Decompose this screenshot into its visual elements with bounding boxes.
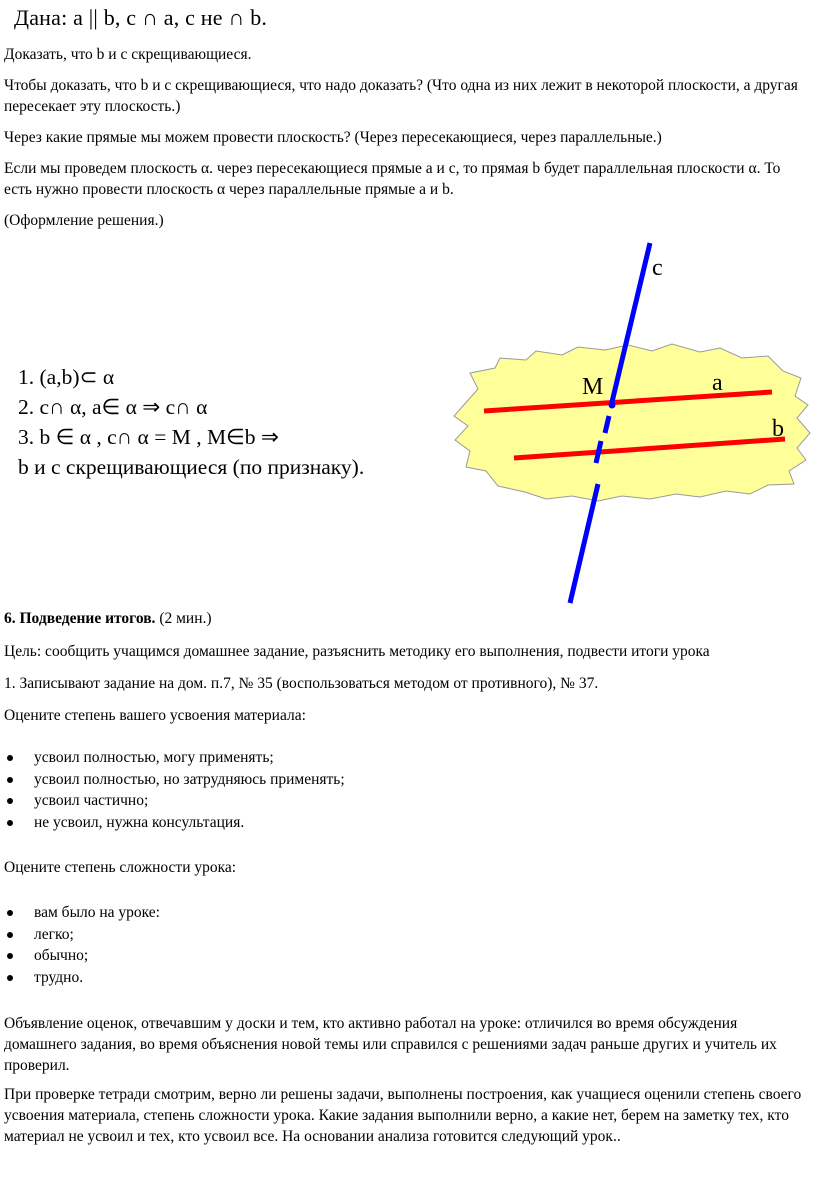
list-item: не усвоил, нужна консультация. <box>4 812 345 834</box>
list-item: вам было на уроке: <box>4 902 160 924</box>
grades-text: Объявление оценок, отвечавшим у доски и тем, кто активно работал на уроке: отличился во время обсуждения домашнего задания, во время объяснения новой темы или справился с решениями задач раньше других и учитель их проверил. <box>4 1015 777 1074</box>
summary-heading <box>4 608 810 629</box>
summary-heading-time: (2 мин.) <box>155 610 212 627</box>
skew-lines-figure <box>440 232 816 612</box>
question-1: Чтобы доказать, что b и с скрещивающиеся, что надо доказать? (Что одна из них лежит в некоторой плоскости, а другая пересекает эту плоскость.) <box>4 77 798 115</box>
given-statement: Дана: a || b, c ∩ a, c не ∩ b. <box>14 5 268 30</box>
bullet-icon <box>7 820 13 826</box>
solution-step-2: 2. c∩ α, a∈ α ⇒ c∩ α <box>18 395 208 419</box>
difficulty-options-list <box>4 902 160 988</box>
solution-steps <box>18 362 458 482</box>
homework-text: 1. Записывают задание на дом. п.7, № 35 (воспользоваться методом от противного), № 37. <box>4 675 599 692</box>
list-item: усвоил полностью, могу применять; <box>4 747 345 769</box>
goal-text: Цель: сообщить учащимся домашнее задание, разъяснить методику его выполнения, подвести итоги урока <box>4 643 710 660</box>
assess-prompt: Оцените степень вашего усвоения материала: <box>4 707 306 724</box>
solution-note: (Оформление решения.) <box>4 212 164 229</box>
question-3: Если мы проведем плоскость α. через пересекающиеся прямые а и с, то прямая b будет параллельная плоскости α. То есть нужно провести плоскость α через параллельные прямые а и b. <box>4 160 781 198</box>
solution-conclusion: b и с скрещивающиеся (по признаку). <box>18 455 365 479</box>
assess-options-list <box>4 747 345 833</box>
bullet-icon <box>7 910 13 916</box>
list-item: усвоил частично; <box>4 790 345 812</box>
solution-step-1: 1. (a,b)⊂ α <box>18 365 115 389</box>
list-item: усвоил полностью, но затрудняюсь применять; <box>4 769 345 791</box>
label-c: c <box>652 255 663 281</box>
summary-heading-title: 6. Подведение итогов. <box>4 610 156 627</box>
list-item: обычно; <box>4 945 160 967</box>
solution-step-3: 3. b ∈ α , c∩ α = M , M∈b ⇒ <box>18 425 279 449</box>
point-M <box>609 402 616 409</box>
bullet-icon <box>7 932 13 938</box>
label-a: a <box>712 370 723 396</box>
label-b: b <box>772 416 784 442</box>
notebook-text: При проверке тетради смотрим, верно ли решены задачи, выполнены построения, как учащиеся оценили степень своего усвоения материала, степень сложности урока. Какие задания выполнили верно, а какие нет, берем на заметку тех, кто материал не усвоил и тех, кто усвоил все. На основании анализа готовится следующий урок.. <box>4 1086 802 1145</box>
prove-statement: Доказать, что b и с скрещивающиеся. <box>4 46 252 63</box>
bullet-icon <box>7 953 13 959</box>
bullet-icon <box>7 975 13 981</box>
question-2: Через какие прямые мы можем провести плоскость? (Через пересекающиеся, через параллельные.) <box>4 129 662 146</box>
list-item: легко; <box>4 924 160 946</box>
bullet-icon <box>7 777 13 783</box>
difficulty-prompt: Оцените степень сложности урока: <box>4 859 237 876</box>
bullet-icon <box>7 755 13 761</box>
list-item: трудно. <box>4 967 160 989</box>
bullet-icon <box>7 798 13 804</box>
line-c-lower <box>570 484 598 603</box>
plane-alpha <box>454 344 810 501</box>
label-M: M <box>582 374 604 400</box>
